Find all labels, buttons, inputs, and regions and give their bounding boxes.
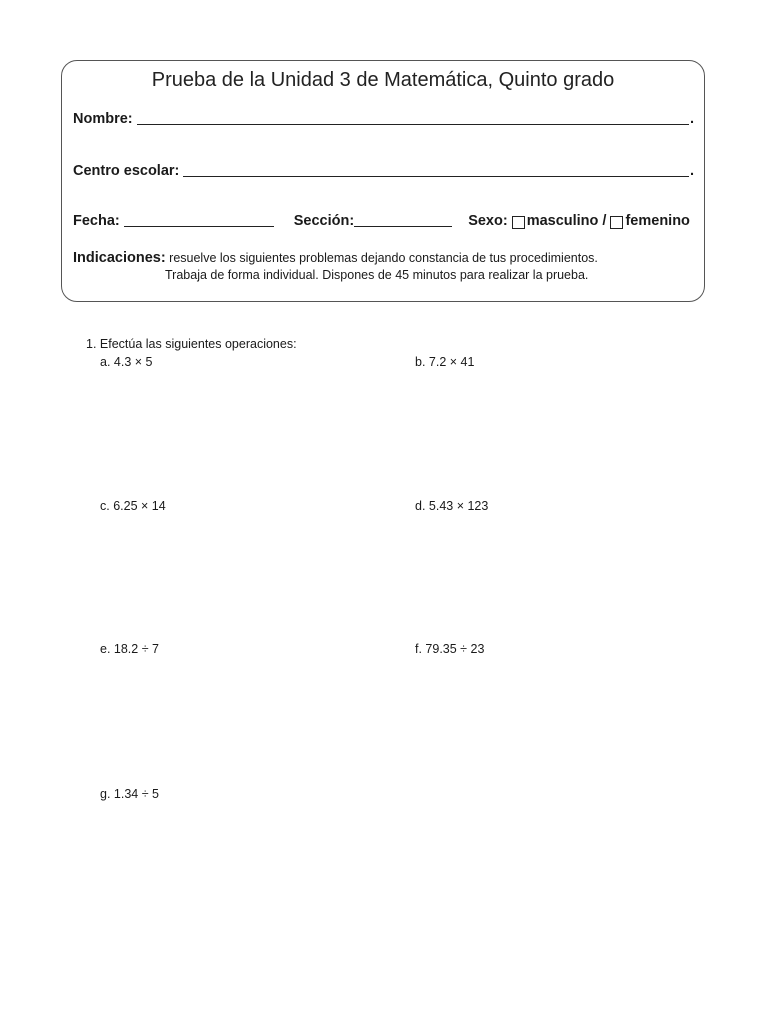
- nombre-blank-line[interactable]: [137, 110, 689, 125]
- masculino-checkbox[interactable]: [512, 216, 525, 229]
- femenino-label: femenino: [625, 213, 690, 229]
- exercise-c: c. 6.25 × 14: [100, 499, 166, 513]
- centro-escolar-end-dot: .: [689, 163, 694, 179]
- indicaciones: [73, 250, 598, 284]
- centro-escolar-field[interactable]: [73, 162, 694, 179]
- femenino-checkbox[interactable]: [610, 216, 623, 229]
- exercise-b: b. 7.2 × 41: [415, 355, 475, 369]
- centro-escolar-label: Centro escolar:: [73, 163, 180, 179]
- nombre-label: Nombre:: [73, 111, 133, 127]
- centro-escolar-blank-line[interactable]: [183, 162, 689, 177]
- seccion-blank-line[interactable]: [354, 212, 452, 227]
- page-title: Prueba de la Unidad 3 de Matemática, Quinto grado: [151, 69, 615, 91]
- masculino-label: masculino /: [526, 213, 607, 229]
- header-box: [61, 60, 705, 302]
- fecha-blank-line[interactable]: [124, 212, 274, 227]
- exercise-g: g. 1.34 ÷ 5: [100, 787, 159, 801]
- indicaciones-line1: resuelve los siguientes problemas dejando constancia de tus procedimientos.: [169, 251, 598, 265]
- question-prompt: 1. Efectúa las siguientes operaciones:: [86, 337, 297, 351]
- nombre-field[interactable]: [73, 110, 694, 127]
- fecha-label: Fecha:: [73, 213, 120, 229]
- indicaciones-line2: Trabaja de forma individual. Dispones de 45 minutos para realizar la prueba.: [165, 268, 589, 282]
- exercise-a: a. 4.3 × 5: [100, 355, 153, 369]
- seccion-label: Sección:: [293, 213, 355, 229]
- exercise-e: e. 18.2 ÷ 7: [100, 642, 159, 656]
- indicaciones-label: Indicaciones:: [73, 250, 166, 266]
- exercise-f: f. 79.35 ÷ 23: [415, 642, 485, 656]
- fecha-seccion-sexo-row: [73, 212, 694, 229]
- exercise-d: d. 5.43 × 123: [415, 499, 489, 513]
- nombre-end-dot: .: [689, 111, 694, 127]
- sexo-label: Sexo:: [468, 213, 508, 229]
